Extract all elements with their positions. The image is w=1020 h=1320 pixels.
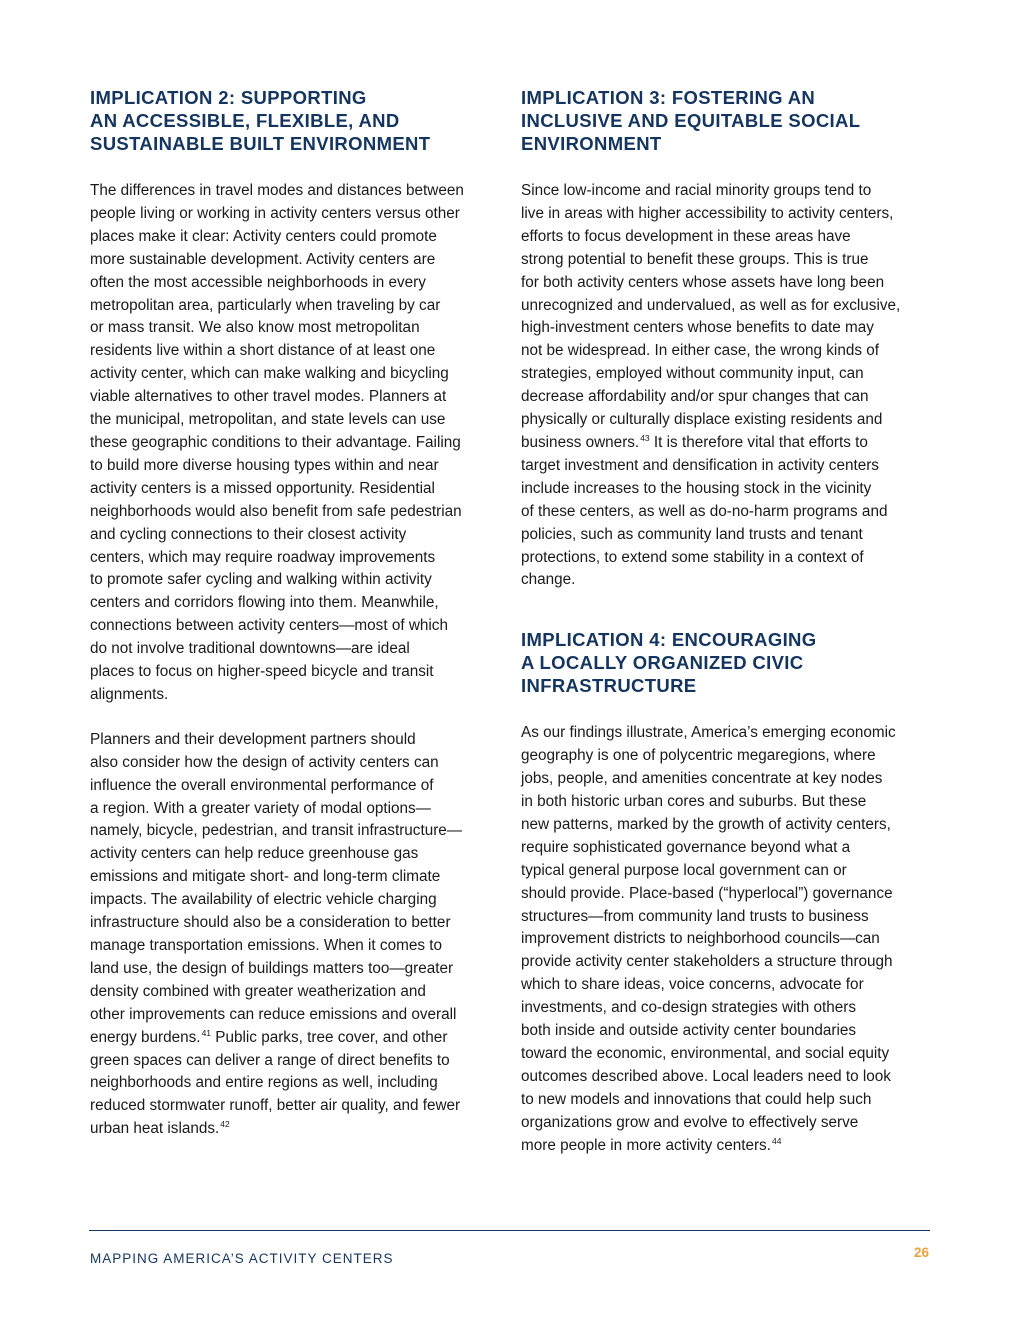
- text-line: high-investment centers whose benefits to date may: [521, 319, 874, 337]
- text-line: centers and corridors flowing into them. Meanwhile,: [90, 594, 439, 612]
- text-line: centers, which may require roadway improvements: [90, 548, 436, 566]
- text-line: also consider how the design of activity centers can: [90, 753, 439, 771]
- text-line: do not involve traditional downtowns—are ideal: [90, 640, 410, 658]
- text-line: which to share ideas, voice concerns, advocate for: [521, 976, 864, 994]
- text-line: unrecognized and undervalued, as well as for exclusive,: [521, 296, 901, 314]
- heading-line: IMPLICATION 4: ENCOURAGING: [521, 629, 817, 651]
- text-line: reduced stormwater runoff, better air quality, and fewer: [90, 1097, 461, 1115]
- text-line: in both historic urban cores and suburbs. But these: [521, 793, 867, 811]
- text-line: infrastructure should also be a consideration to better: [90, 914, 451, 932]
- page-number: 26: [913, 1245, 929, 1260]
- text-line: to new models and innovations that could help such: [521, 1090, 872, 1108]
- text-fragment: more people in more activity centers.: [521, 1136, 771, 1154]
- text-line: As our findings illustrate, America’s emerging economic: [521, 724, 896, 742]
- text-line: geography is one of polycentric megaregions, where: [521, 747, 876, 765]
- text-fragment: urban heat islands.: [90, 1120, 220, 1138]
- text-line: namely, bicycle, pedestrian, and transit infrastructure—: [90, 822, 463, 840]
- text-line: require sophisticated governance beyond what a: [521, 838, 851, 856]
- text-line: emissions and mitigate short- and long-term climate: [90, 868, 441, 886]
- text-line: manage transportation emissions. When it comes to: [90, 937, 442, 954]
- text-line: outcomes described above. Local leaders need to look: [521, 1067, 891, 1085]
- text-line: to promote safer cycling and walking within activity: [90, 571, 432, 589]
- right-column: [521, 86, 933, 1180]
- heading-line: AN ACCESSIBLE, FLEXIBLE, AND: [90, 110, 400, 131]
- text-line: include increases to the housing stock in the vicinity: [521, 479, 872, 497]
- implication-3-paragraph: [521, 180, 933, 592]
- text-line: [90, 1027, 502, 1050]
- text-line: viable alternatives to other travel modes. Planners at: [90, 388, 447, 406]
- footer-divider: [89, 1230, 930, 1231]
- footnote-ref-44: 44: [771, 1135, 782, 1146]
- text-line: structures—from community land trusts to business: [521, 907, 869, 925]
- text-line: density combined with greater weatherization and: [90, 982, 426, 1000]
- text-line: should provide. Place-based (“hyperlocal”) governance: [521, 884, 893, 902]
- heading-line: SUSTAINABLE BUILT ENVIRONMENT: [90, 133, 431, 154]
- implication-2-paragraph-1: [90, 180, 502, 707]
- text-line: decrease affordability and/or spur changes that can: [521, 388, 869, 406]
- text-line: typical general purpose local government can or: [521, 861, 847, 879]
- text-line: The differences in travel modes and distances between: [90, 182, 464, 199]
- heading-line: A LOCALLY ORGANIZED CIVIC: [521, 652, 804, 674]
- text-line: new patterns, marked by the growth of activity centers,: [521, 815, 891, 833]
- text-line: neighborhoods and entire regions as well, including: [90, 1074, 438, 1092]
- text-line: physically or culturally displace existing residents and: [521, 411, 883, 429]
- text-line: green spaces can deliver a range of direct benefits to: [90, 1051, 450, 1069]
- text-line: strategies, employed without community input, can: [521, 365, 864, 383]
- footnote-ref-42: 42: [220, 1119, 230, 1130]
- text-line: influence the overall environmental performance of: [90, 776, 434, 794]
- implication-2-heading: [90, 86, 502, 155]
- implication-3-heading: [521, 86, 933, 155]
- text-line: jobs, people, and amenities concentrate at key nodes: [521, 770, 883, 788]
- text-line: strong potential to benefit these groups. This is true: [521, 250, 869, 268]
- section-spacer: [521, 614, 933, 628]
- text-line: impacts. The availability of electric vehicle charging: [90, 891, 437, 909]
- text-line: to build more diverse housing types within and near: [90, 456, 439, 474]
- text-line: target investment and densification in activity centers: [521, 456, 879, 474]
- text-line: [521, 432, 933, 455]
- text-line: both inside and outside activity center boundaries: [521, 1022, 857, 1040]
- text-line: activity centers is a missed opportunity. Residential: [90, 479, 435, 497]
- implication-4-paragraph: [521, 722, 933, 1157]
- text-fragment: business owners.: [521, 433, 640, 451]
- text-line: neighborhoods would also benefit from safe pedestrian: [90, 502, 462, 520]
- text-line: and cycling connections to their closest activity: [90, 525, 407, 543]
- text-line: [521, 1135, 933, 1158]
- left-column: [90, 86, 502, 1163]
- text-fragment: It is therefore vital that efforts to: [649, 433, 868, 451]
- footnote-ref-41: 41: [201, 1027, 212, 1038]
- text-line: investments, and co-design strategies with others: [521, 999, 857, 1017]
- implication-2-paragraph-2: [90, 729, 502, 1141]
- text-line: policies, such as community land trusts and tenant: [521, 525, 863, 543]
- text-line: improvement districts to neighborhood councils—can: [521, 930, 880, 948]
- text-line: a region. With a greater variety of modal options—: [90, 799, 431, 817]
- heading-line: IMPLICATION 2: SUPPORTING: [90, 87, 367, 108]
- text-line: activity center, which can make walking and bicycling: [90, 365, 449, 383]
- text-line: other improvements can reduce emissions and overall: [90, 1005, 457, 1023]
- text-line: connections between activity centers—most of which: [90, 617, 448, 635]
- text-line: activity centers can help reduce greenhouse gas: [90, 845, 419, 863]
- text-line: for both activity centers whose assets have long been: [521, 273, 885, 291]
- implication-4-heading: [521, 628, 933, 697]
- text-line: places make it clear: Activity centers could promote: [90, 227, 437, 245]
- text-line: protections, to extend some stability in a context of: [521, 548, 864, 566]
- text-line: alignments.: [90, 685, 169, 703]
- text-line: metropolitan area, particularly when traveling by car: [90, 296, 441, 314]
- text-line: of these centers, as well as do-no-harm programs and: [521, 502, 888, 520]
- heading-line: INCLUSIVE AND EQUITABLE SOCIAL: [521, 110, 861, 131]
- text-line: [90, 1118, 502, 1141]
- text-line: live in areas with higher accessibility to activity centers,: [521, 204, 894, 222]
- text-line: Since low-income and racial minority groups tend to: [521, 182, 872, 199]
- text-line: or mass transit. We also know most metropolitan: [90, 319, 420, 337]
- text-line: residents live within a short distance of at least one: [90, 342, 436, 360]
- text-line: efforts to focus development in these areas have: [521, 227, 851, 245]
- heading-line: INFRASTRUCTURE: [521, 675, 697, 697]
- text-line: Planners and their development partners should: [90, 730, 416, 748]
- text-line: more sustainable development. Activity centers are: [90, 250, 436, 268]
- text-line: these geographic conditions to their advantage. Failing: [90, 433, 461, 451]
- text-line: toward the economic, environmental, and social equity: [521, 1045, 890, 1062]
- text-fragment: Public parks, tree cover, and other: [211, 1028, 448, 1046]
- text-line: provide activity center stakeholders a structure through: [521, 953, 893, 971]
- footer-publication-title: MAPPING AMERICA’S ACTIVITY CENTERS: [90, 1251, 394, 1266]
- text-line: organizations grow and evolve to effectively serve: [521, 1113, 859, 1131]
- footnote-ref-43: 43: [640, 432, 650, 443]
- text-line: people living or working in activity centers versus other: [90, 204, 460, 222]
- text-line: places to focus on higher-speed bicycle and transit: [90, 663, 434, 681]
- text-line: not be widespread. In either case, the wrong kinds of: [521, 342, 879, 360]
- heading-line: ENVIRONMENT: [521, 133, 662, 154]
- heading-line: IMPLICATION 3: FOSTERING AN: [521, 87, 816, 108]
- text-line: the municipal, metropolitan, and state levels can use: [90, 411, 446, 429]
- text-line: land use, the design of buildings matters too—greater: [90, 959, 454, 977]
- text-line: often the most accessible neighborhoods in every: [90, 273, 426, 291]
- text-line: change.: [521, 571, 576, 589]
- text-fragment: energy burdens.: [90, 1028, 201, 1046]
